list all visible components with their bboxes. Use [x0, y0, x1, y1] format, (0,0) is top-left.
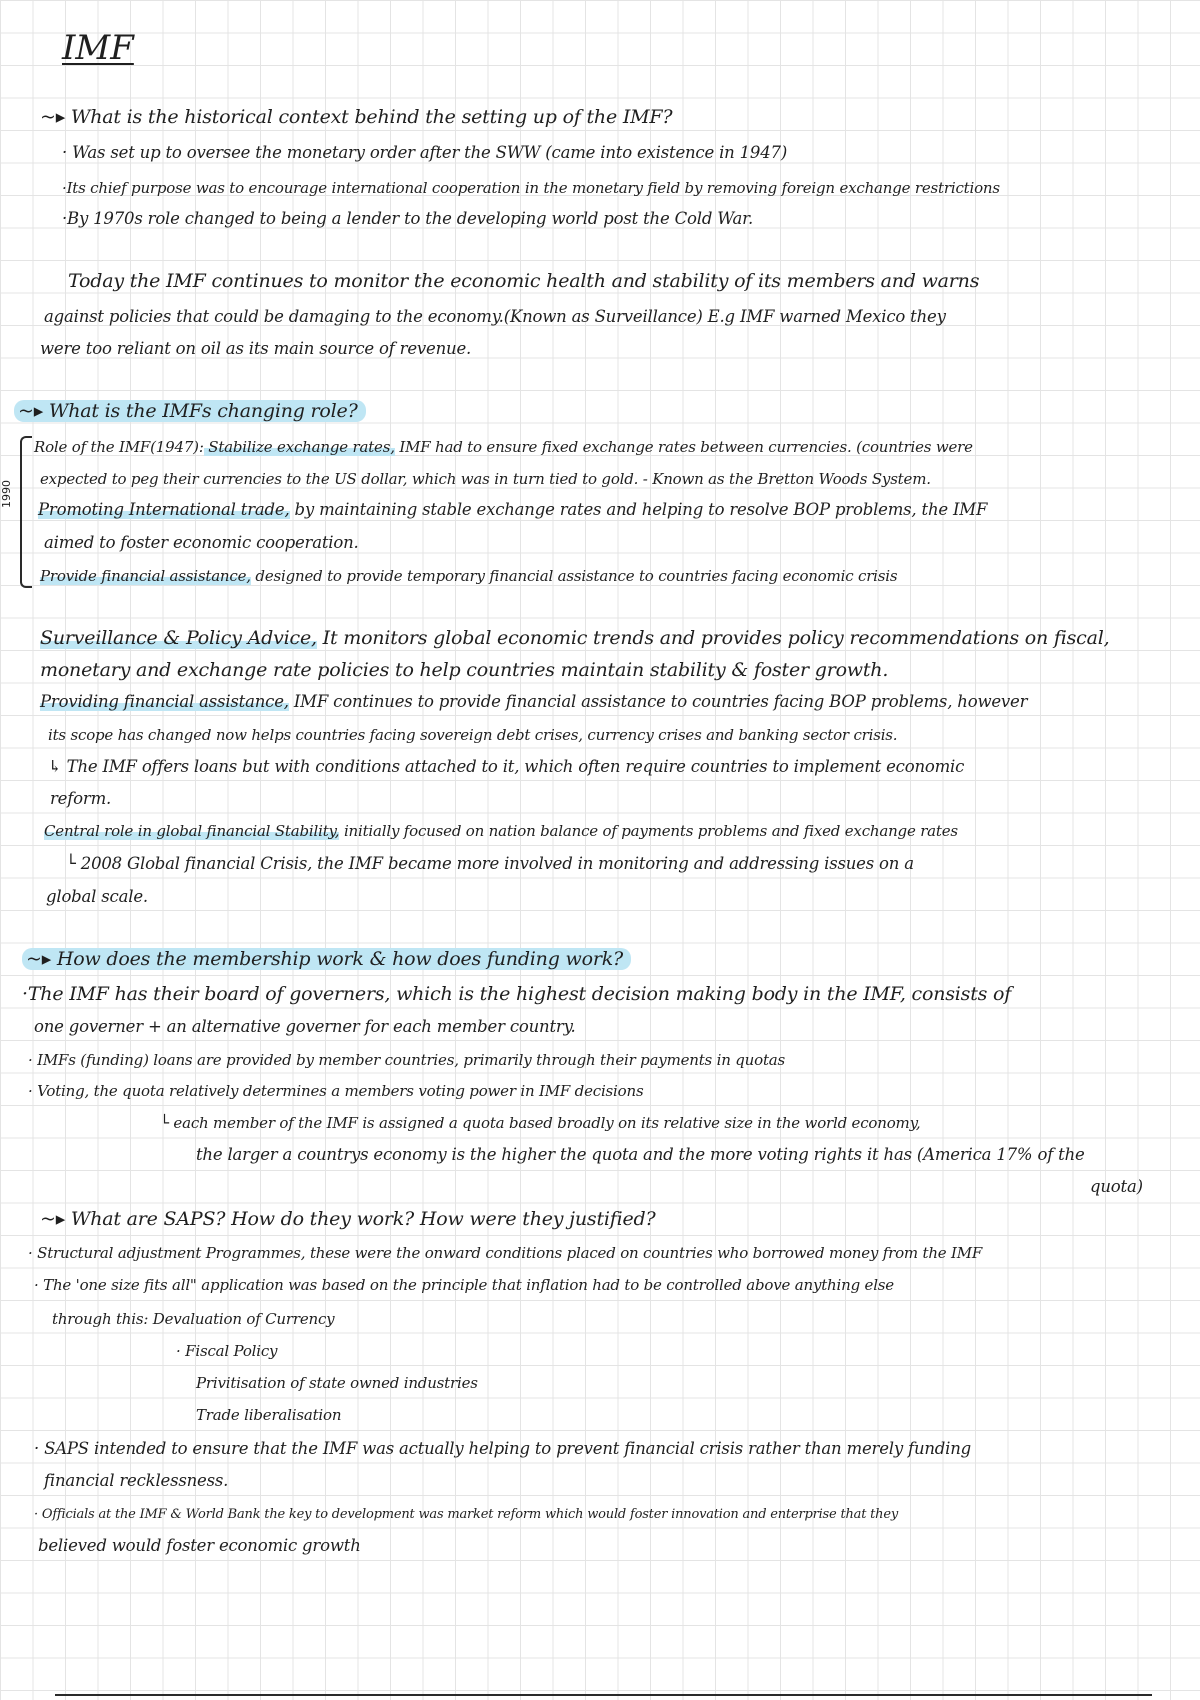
note-line: · IMFs (funding) loans are provided by member countries, primarily through their payments in quotas: [28, 1051, 786, 1069]
note-line: [38, 497, 987, 523]
note-line: · Voting, the quota relatively determines a members voting power in IMF decisions: [28, 1082, 644, 1100]
highlight: Provide financial assistance,: [40, 567, 251, 585]
note-line: one governer + an alternative governer for each member country.: [34, 1017, 576, 1036]
note-text: IMF continues to provide financial assistance to countries facing BOP problems, however: [288, 692, 1028, 711]
page-title: IMF: [62, 28, 134, 68]
note-line: its scope has changed now helps countries facing sovereign debt crises, currency crises and banking sector crisis.: [48, 726, 898, 744]
note-line: the larger a countrys economy is the higher the quota and the more voting rights it has (America 17% of the: [196, 1145, 1085, 1164]
note-line: Privitisation of state owned industries: [196, 1374, 478, 1392]
note-text: by maintaining stable exchange rates and helping to resolve BOP problems, the IMF: [289, 500, 988, 519]
note-line: believed would foster economic growth: [38, 1536, 361, 1555]
bottom-divider: [55, 1694, 1152, 1696]
note-line: Today the IMF continues to monitor the economic health and stability of its members and warns: [68, 270, 980, 292]
note-line: ·By 1970s role changed to being a lender to the developing world post the Cold War.: [62, 209, 754, 228]
note-line: reform.: [50, 789, 112, 808]
note-line: · Structural adjustment Programmes, these were the onward conditions placed on countries who borrowed money from the IMF: [28, 1244, 983, 1262]
note-line: global scale.: [46, 887, 148, 906]
highlight: Stabilize exchange rates,: [203, 438, 395, 456]
note-line: ·Its chief purpose was to encourage international cooperation in the monetary field by removing foreign exchange restrictions: [62, 179, 1000, 197]
note-line: aimed to foster economic cooperation.: [44, 533, 359, 552]
note-line: [40, 563, 897, 589]
highlight: Central role in global financial Stability,: [44, 822, 340, 840]
note-line: └ 2008 Global financial Crisis, the IMF became more involved in monitoring and addressing issues on a: [66, 854, 914, 873]
note-text: IMF had to ensure fixed exchange rates between currencies. (countries were: [394, 438, 973, 456]
note-line: · Was set up to oversee the monetary order after the SWW (came into existence in 1947): [62, 143, 788, 162]
margin-note: 1990: [0, 480, 13, 508]
note-line: [44, 818, 958, 844]
note-line: against policies that could be damaging to the economy.(Known as Surveillance) E.g IMF warned Mexico they: [44, 307, 946, 326]
section-heading-saps: ~▸ What are SAPS? How do they work? How were they justified?: [40, 1208, 656, 1230]
highlight: Surveillance & Policy Advice,: [40, 627, 317, 649]
note-line: Trade liberalisation: [196, 1406, 342, 1424]
note-line: ·The IMF has their board of governers, which is the highest decision making body in the IMF, consists of: [22, 983, 1012, 1005]
bracket: [20, 436, 32, 588]
note-line: monetary and exchange rate policies to help countries maintain stability & foster growth.: [40, 659, 889, 681]
note-text: It monitors global economic trends and provides policy recommendations on fiscal,: [316, 627, 1110, 649]
highlight: Promoting International trade,: [38, 500, 290, 519]
note-lead: Role of the IMF(1947):: [34, 438, 204, 456]
note-text: designed to provide temporary financial assistance to countries facing economic crisis: [250, 567, 898, 585]
note-line: · Fiscal Policy: [176, 1342, 278, 1360]
section-heading-role: [14, 398, 366, 424]
note-line: expected to peg their currencies to the US dollar, which was in turn tied to gold. - Known as the Bretton Woods System.: [40, 470, 931, 488]
note-line: · The 'one size fits all" application was based on the principle that inflation had to be controlled above anything else: [34, 1276, 894, 1294]
section-heading-membership: [22, 946, 631, 972]
note-line: through this: Devaluation of Currency: [52, 1310, 335, 1328]
section-heading-history: ~▸ What is the historical context behind the setting up of the IMF?: [40, 106, 673, 128]
highlight: ~▸ What is the IMFs changing role?: [14, 400, 366, 422]
note-line: were too reliant on oil as its main source of revenue.: [40, 339, 472, 358]
note-line: · Officials at the IMF & World Bank the key to development was market reform which would foster innovation and enterprise that they: [34, 1507, 898, 1522]
note-line: [40, 625, 1109, 651]
note-line: [34, 434, 973, 460]
note-text: initially focused on nation balance of payments problems and fixed exchange rates: [339, 822, 958, 840]
note-line: └ each member of the IMF is assigned a quota based broadly on its relative size in the world economy,: [160, 1114, 921, 1132]
note-line: · SAPS intended to ensure that the IMF was actually helping to prevent financial crisis rather than merely funding: [34, 1439, 972, 1458]
highlight: Providing financial assistance,: [40, 692, 289, 711]
note-line: quota): [1090, 1177, 1143, 1196]
note-line: financial recklessness.: [44, 1471, 229, 1490]
highlight: ~▸ How does the membership work & how does funding work?: [22, 948, 631, 970]
note-line: [40, 689, 1027, 715]
note-line: ↳ The IMF offers loans but with conditions attached to it, which often require countries to implement economic: [48, 757, 965, 776]
